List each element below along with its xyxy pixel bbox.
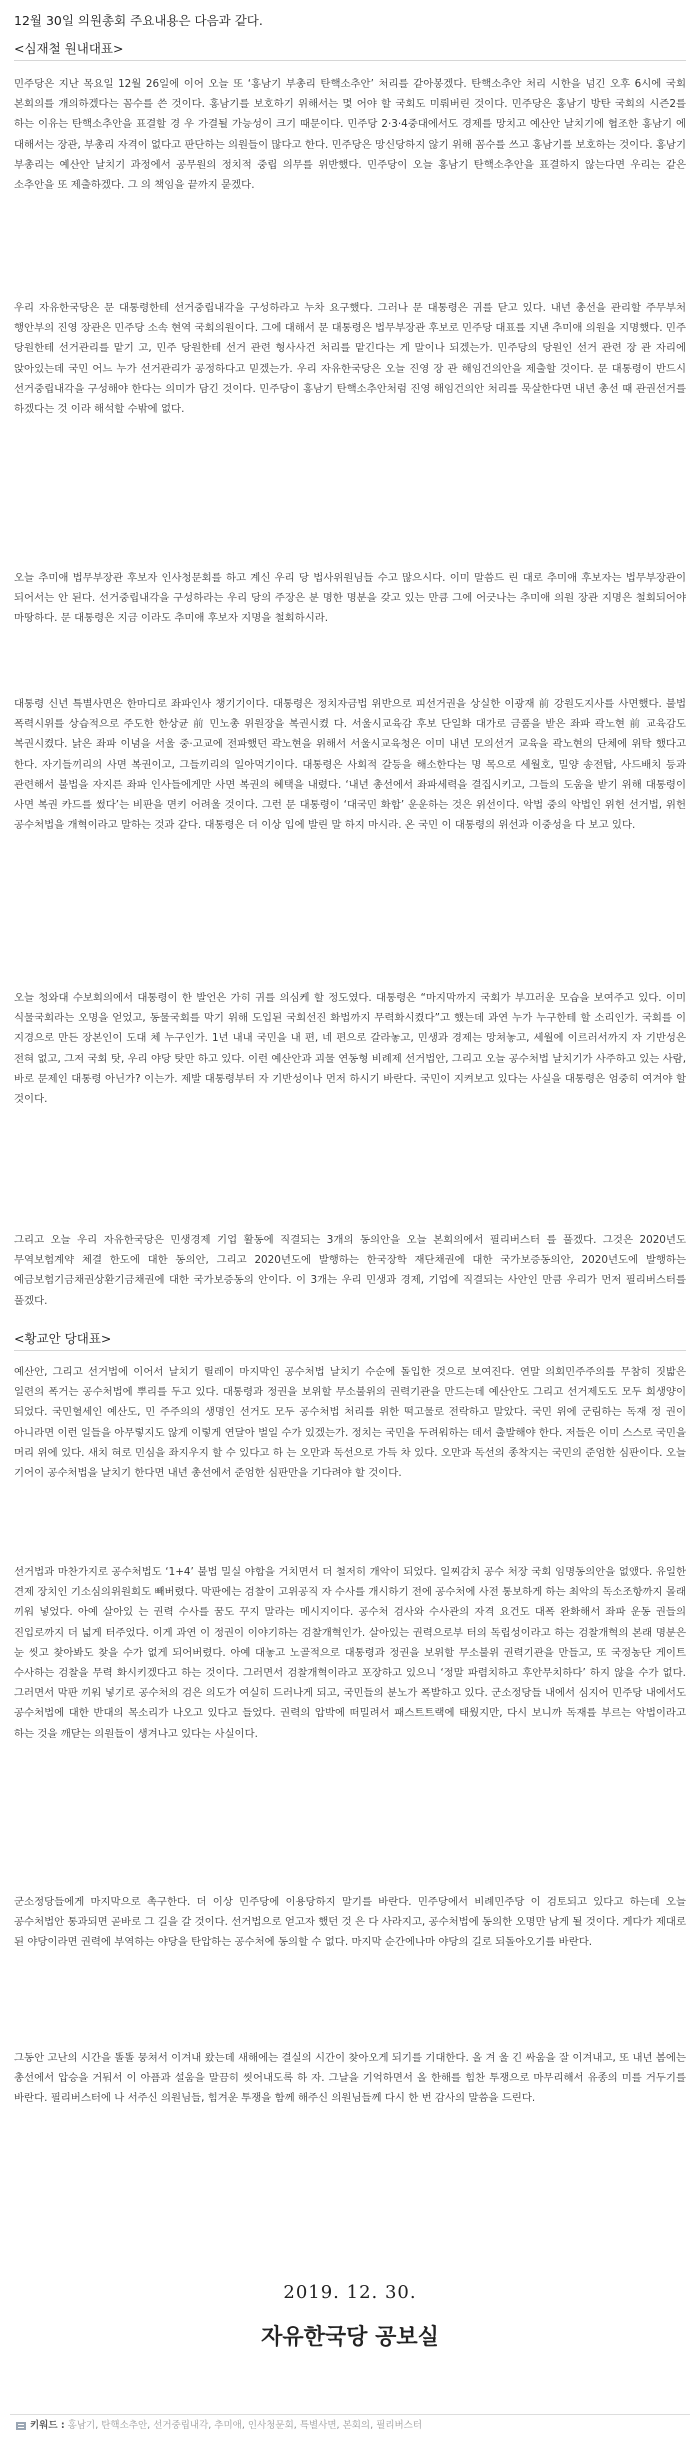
keyword-tag-icon (16, 2422, 26, 2430)
paragraph: 선거법과 마찬가지로 공수처법도 ‘1+4’ 불법 밀실 야합을 거치면서 더 철저히 개악이 되었다. 일찌감치 공수 처장 국회 임명동의안을 없앴다. 유일한 견제 장치인 기소심의위원회도 빼버렸다. 막판에는 검찰이 고위공직 자 수사를 개시하기 전에 공수처에 사전 통보하게 하는 최악의 독소조항까지 몰래 끼워 넣었다. 아예 살아있 는 권력 수사를 꿈도 꾸지 말라는 메시지이다. 공수처 검사와 수사관의 자격 요건도 대폭 완화해서 좌파 운동 권들의 진입로까지 더 넓게 터주었다. 이게 과연 이 정권이 이야기하는 검찰개혁인가. 살아있는 권력으로부 터의 독립성이라고 하는 검찰개혁의 본래 명분은 눈 씻고 찾아봐도 찾을 수가 없게 되어버렸다. 아예 대놓고 노골적으로 대통령과 정권을 보위할 무소불위 권력기관을 만들고, 또 국정농단 게이트 수사하는 검찰을 무력 화시키겠다고 하는 것이다. 그러면서 검찰개혁이라고 포장하고 있으니 ‘정말 파렴치하고 후안무치하다’ 하지 않을 수가 없다. 그러면서 막판 끼워 넣기로 공수처의 검은 의도가 여실히 드러나게 되고, 국민들의 분노가 폭발하고 있다. 군소정당들 내에서 심지어 민주당 내에서도 공수처법에 대한 반대의 목소리가 나오고 있다고 들었다. 권력의 압박에 떠밀려서 패스트트랙에 태웠지만, 다시 보니까 독재를 부르는 악법이라고 하는 것을 깨닫는 의원들이 생겨나고 있다는 사실이다. (14, 1566, 686, 1740)
keyword-link[interactable]: 선거중립내각 (153, 2420, 209, 2431)
keyword-label: 키워드 : (30, 2420, 65, 2431)
keyword-link[interactable]: 본회의 (342, 2420, 371, 2431)
keyword-link[interactable]: 홍남기 (67, 2420, 96, 2431)
paragraph: 그동안 고난의 시간을 똘똘 뭉쳐서 이겨내 왔는데 새해에는 결실의 시간이 찾아오게 되기를 기대한다. 올 겨 울 긴 싸움을 잘 이겨내고, 또 내년 봄에는 총선에서 압승을 거둬서 이 아픔과 설움을 말끔히 씻어내도록 하 자. 그날을 기억하면서 올 한해를 힘찬 투쟁으로 마무리해서 유종의 미를 거두기를 바란다. 필리버스터에 나 서주신 의원님들, 힘겨운 투쟁을 함께 해주신 의원님들께 다시 한 번 감사의 말씀을 드린다. (14, 2052, 686, 2105)
section-heading-hwang: <황교안 당대표> (14, 1331, 112, 1346)
section-divider (14, 1350, 686, 1351)
section-divider (14, 60, 686, 61)
release-date: 2019. 12. 30. (283, 2282, 417, 2303)
issuing-office: 자유한국당 공보실 (261, 2325, 439, 2350)
keyword-link[interactable]: 인사청문회 (247, 2420, 294, 2431)
section-heading-sim: <심재철 원내대표> (14, 41, 124, 56)
keyword-link[interactable]: 필리버스터 (376, 2420, 423, 2431)
paragraph: 우리 자유한국당은 문 대통령한테 선거중립내각을 구성하라고 누차 요구했다. 그러나 문 대통령은 귀를 닫고 있다. 내년 총선을 관리할 주무부처 행안부의 진영 장관은 민주당 소속 현역 국회의원이다. 그에 대해서 문 대통령은 법무부장관 후보로 민주당 대표를 지낸 추미애 의원을 지명했다. 민주 당원한테 선거관리를 맡기 고, 민주 당원한테 선거 관련 형사사건 처리를 맡긴다는 게 말이나 되겠는가. 민주당의 당원인 선거 관련 장 관 자리에 앉아있는데 국민 어느 누가 선거관리가 공정하다고 믿겠는가. 우리 자유한국당은 오늘 진영 장 관 해임건의안을 제출할 것이다. 문 대통령이 반드시 선거중립내각을 구성해야 한다는 의미가 담긴 것이다. 민주당이 홍남기 탄핵소추안처럼 진영 해임건의안 처리를 묵살한다면 내년 총선 때 관권선거를 하겠다는 것 이라 해석할 수밖에 없다. (14, 302, 686, 416)
keyword-link[interactable]: 특별사면 (299, 2420, 337, 2431)
paragraph: 민주당은 지난 목요일 12월 26일에 이어 오늘 또 ‘홍남기 부총리 탄핵소추안’ 처리를 같아봉겠다. 탄핵소추안 처리 시한을 넘긴 오후 6시에 국회 본회의를 개의하겠다는 꼼수를 쓴 것이다. 홍남기를 보호하기 위해서는 몇 어야 할 국회도 미뤄버린 것이다. 민주당은 홍남기 방탄 국회의 시즌2를 하는 이유는 탄핵소추안을 표결할 경 우 가결될 가능성이 크기 때문이다. 민주당 2·3·4중대에서도 경제를 망치고 예산안 날치기에 협조한 홍남기 에 대해서는 장관, 부총리 자격이 없다고 판단하는 의원들이 많다고 한다. 민주당은 망신당하지 않기 위해 꼼수를 쓰고 홍남기를 보호하는 것이다. 홍남기 부총리는 예산안 날치기 과정에서 공무원의 정치적 중립 의무를 위반했다. 민주당이 오늘 홍남기 탄핵소추안을 표결하지 않는다면 우리는 같은 소추안을 또 제출하겠다. 그 의 책임을 끝까지 묻겠다. (14, 78, 686, 192)
paragraph: 그리고 오늘 우리 자유한국당은 민생경제 기업 활동에 직결되는 3개의 동의안을 오늘 본회의에서 필리버스터 를 풀겠다. 그것은 2020년도 무역보험계약 체결 한도에 대한 동의안, 그리고 2020년도에 발행하는 한국장학 재단채권에 대한 국가보증동의안, 2020년도에 발행하는 예금보험기금채권상환기금채권에 대한 국가보증동의 안이다. 이 3개는 우리 민생과 경제, 기업에 직결되는 사안인 만큼 우리가 먼저 필리버스터를 풀겠다. (14, 1234, 686, 1307)
keyword-bar: 키워드 : 홍남기, 탄핵소추안, 선거중립내각, 추미애, 인사청문회, 특별사면, 본회의, 필리버스터 (10, 2414, 690, 2437)
intro-sentence: 12월 30일 의원총회 주요내용은 다음과 같다. (14, 13, 263, 28)
paragraph: 군소정당들에게 마지막으로 촉구한다. 더 이상 민주당에 이용당하지 말기를 바란다. 민주당에서 비례민주당 이 검토되고 있다고 하는데 오늘 공수처법안 통과되면 곧바로 그 길을 갈 것이다. 선거법으로 얻고자 했던 것 은 다 사라지고, 공수처법에 동의한 오명만 남게 될 것이다. 게다가 제대로 된 야당이라면 권력에 부역하는 야당을 탄압하는 공수처에 동의할 수 없다. 마지막 순간에나마 야당의 길로 되돌아오기를 바란다. (14, 1896, 686, 1949)
paragraph: 예산안, 그리고 선거법에 이어서 날치기 릴레이 마지막인 공수처법 날치기 수순에 돌입한 것으로 보여진다. 연말 의회민주주의를 무참히 짓밟은 일련의 폭거는 공수처법에 뿌리를 두고 있다. 대통령과 정권을 보위할 무소불위의 권력기관을 만드는데 예산안도 그리고 선거제도도 모두 희생양이 되었다. 국민혈세인 예산도, 민 주주의의 생명인 선거도 모두 공수처법 처리를 위한 떡고물로 전락하고 말았다. 국민 위에 군림하는 독재 정 권이 아니라면 이런 일들을 아무렇지도 않게 이렇게 연달아 벌일 수가 있겠는가. 정치는 국민을 두려워하는 데서 출발해야 한다. 저들은 이미 스스로 국민을 머리 위에 있다. 새치 혀로 민심을 좌지우지 할 수 있다고 하 는 오만과 독선으로 가득 차 있다. 오만과 독선의 종착지는 국민의 준엄한 심판이다. 오늘 기어이 공수처법을 날치기 한다면 내년 총선에서 준엄한 심판만을 기다려야 할 것이다. (14, 1366, 686, 1480)
paragraph: 오늘 청와대 수보회의에서 대통령이 한 발언은 가히 귀를 의심케 할 정도였다. 대통령은 “마지막까지 국회가 부끄러운 모습을 보여주고 있다. 이미 식물국회라는 오명을 얻었고, 동물국회를 막기 위해 도입된 국회선진 화법까지 무력화시켰다”고 했는데 과연 누가 누구한테 할 소리인가. 국회를 이 지경으로 만든 장본인이 도대 체 누구인가. 1년 내내 국민을 내 편, 네 편으로 갈라놓고, 민생과 경제는 망쳐놓고, 세월에 이르러서까지 자 기반성은 전혀 없고, 그저 국회 탓, 우리 야당 탓만 하고 있다. 이런 예산안과 괴물 연동형 비례제 선거법안, 그리고 오늘 공수처법 날치기가 사주하고 있는 사람, 바로 문제인 대통령 아닌가? 이는가. 제발 대통령부터 자 기반성이나 먼저 하시기 바란다. 국민이 지켜보고 있다는 사실을 대통령은 엄중히 여겨야 할 것이다. (14, 992, 686, 1106)
paragraph: 대통령 신년 특별사면은 한마디로 좌파인사 챙기기이다. 대통령은 정치자금법 위반으로 피선거권을 상실한 이광재 前 강원도지사를 사면했다. 불법 폭력시위를 상습적으로 주도한 한상균 前 민노총 위원장을 복권시켰 다. 서울시교육감 후보 단일화 대가로 금품을 받은 좌파 곽노현 前 교육감도 복권시켰다. 낡은 좌파 이념을 서울 중·고교에 전파했던 곽노현을 위해서 서울시교육청은 이미 내년 모의선거 교육을 곽노현의 단체에 위탁 했다고 한다. 자기들끼리의 사면 복권이고, 그들끼리의 일아먹기이다. 대통령은 사회적 갈등을 해소한다는 명 목으로 세월호, 밀양 송전탑, 사드배치 등과 관련해서 불법을 자지른 좌파 인사들에게만 사면 복권의 혜택을 내렸다. ‘내년 총선에서 좌파세력을 결집시키고, 그들의 도움을 받기 위해 대통령이 사면 복권 카드를 썼다’는 비판을 면키 어려울 것이다. 그런 문 대통령이 ‘대국민 화합’ 운운하는 것은 위선이다. 악법 중의 악법인 위헌 선거법, 위헌 공수처법을 개혁이라고 말하는 것과 같다. 대통령은 더 이상 입에 발린 말 하지 마시라. 온 국민 이 대통령의 위선과 이중성을 다 보고 있다. (14, 698, 686, 832)
paragraph: 오늘 추미애 법무부장관 후보자 인사청문회를 하고 계신 우리 당 법사위원님들 수고 많으시다. 이미 말씀드 린 대로 추미애 후보자는 법무부장관이 되어서는 안 된다. 선거중립내각을 구성하라는 우리 당의 주장은 분 명한 명분을 갖고 있는 만큼 그에 어긋나는 추미애 의원 장관 지명은 철회되어야 마땅하다. 문 대통령은 지금 이라도 추미애 후보자 지명을 철회하시라. (14, 572, 686, 625)
keyword-link[interactable]: 추미애 (214, 2420, 242, 2431)
keyword-link[interactable]: 탄핵소추안 (101, 2420, 148, 2431)
